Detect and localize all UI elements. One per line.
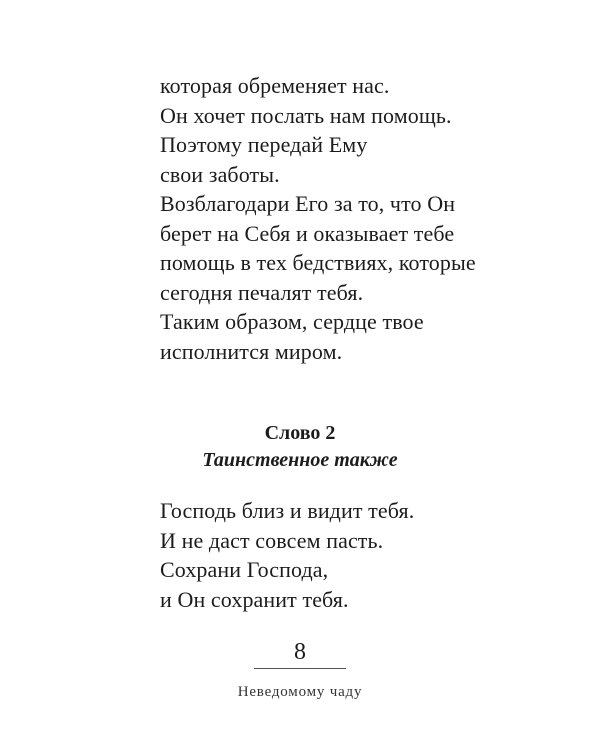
text-line: Господь близ и видит тебя. [160,498,415,523]
section-subtitle: Таинственное также [202,449,398,471]
page-footer [0,638,600,701]
text-line: помощь в тех бедствиях, которые [160,250,476,275]
text-line: Сохрани Господа, [160,557,329,582]
section-heading [0,420,600,474]
section-title: Слово 2 [264,422,336,444]
text-line: Возблагодари Его за то, что Он [160,191,456,216]
text-line: берет на Себя и оказывает тебе [160,220,455,246]
text-line: Таким образом, сердце твое [160,309,424,334]
running-title: Неведомому чаду [237,684,363,700]
poem-stanza-top [160,71,540,366]
text-line: Поэтому передай Ему [160,132,368,157]
text-line: И не даст совсем пасть. [160,527,384,553]
text-line: свои заботы. [160,161,280,187]
text-line: Он хочет послать нам помощь. [160,102,452,128]
text-line: которая обременяет нас. [160,73,390,98]
footer-divider [254,668,346,669]
text-line: и Он сохранит тебя. [160,586,349,612]
text-line: исполнится миром. [160,338,343,364]
poem-stanza-bottom [160,496,540,614]
page-number: 8 [294,639,306,665]
text-line: сегодня печалят тебя. [160,279,364,305]
